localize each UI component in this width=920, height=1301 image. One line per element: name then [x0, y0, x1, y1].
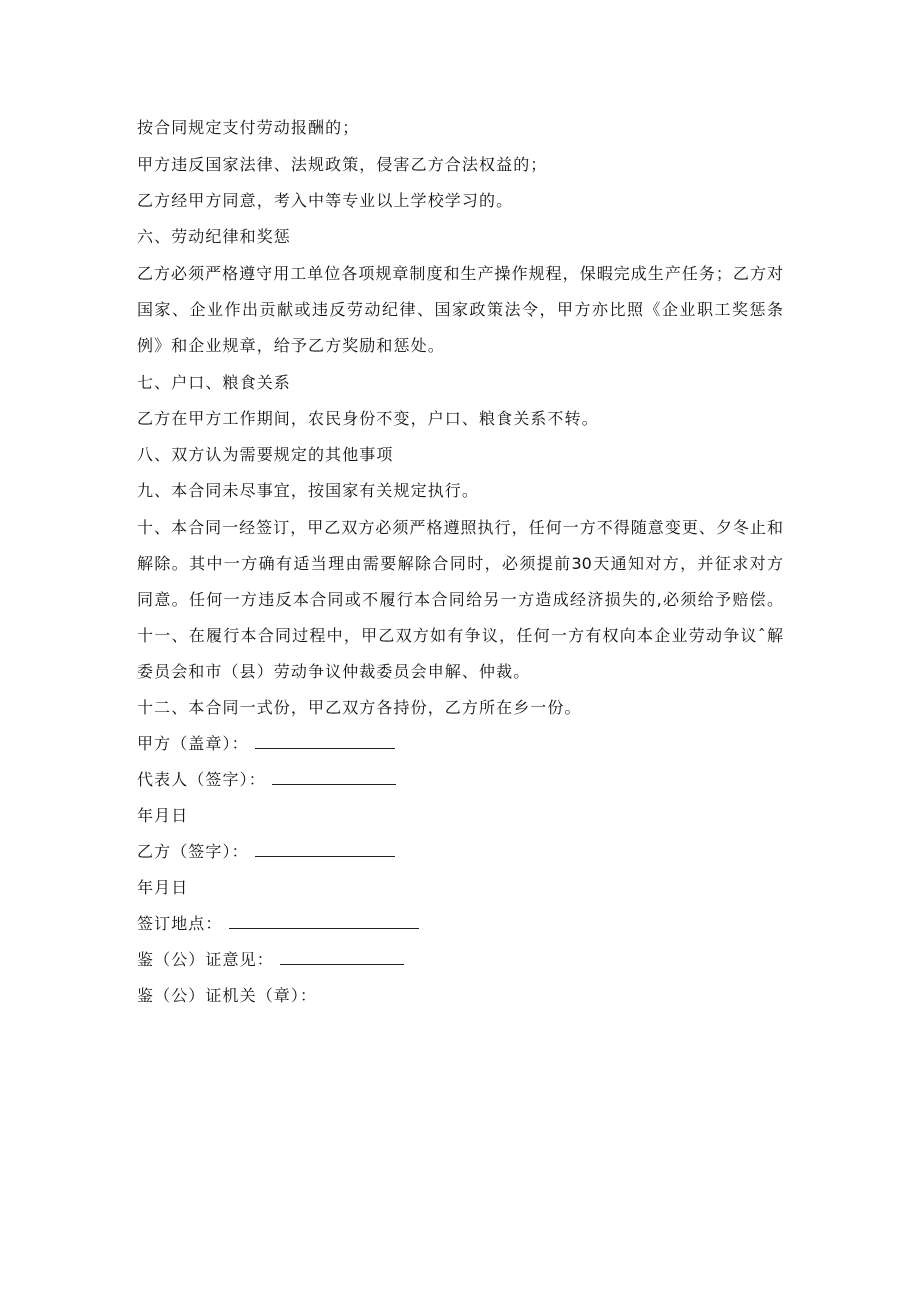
text-line-16: 委员会和市（县）劳动争议仲裁委员会申解、仲裁。 [137, 662, 531, 681]
party-a-label: 甲方（盖章）： [137, 734, 249, 753]
signing-place-label: 签订地点： [137, 914, 223, 933]
section-heading-6: 六、劳动纪律和奖惩 [137, 227, 291, 246]
text-line-5: 乙方必须严格遵守用工单位各项规章制度和生产操作规程，保暇完成生产任务；乙方对 [137, 264, 783, 283]
text-line-9: 乙方在甲方工作期间，农民身份不变，户口、粮食关系不转。 [137, 409, 599, 428]
text-line-15: 十一、在履行本合同过程中，甲乙双方如有争议，任何一方有权向本企业劳动争议ˆ解 [137, 626, 783, 645]
signing-place-row [137, 914, 419, 934]
party-b-signature-field[interactable] [255, 842, 395, 857]
party-a-signature-row [137, 734, 395, 754]
party-b-signature-row [137, 842, 395, 862]
notary-opinion-field[interactable] [280, 950, 404, 965]
section-heading-8: 八、双方认为需要规定的其他事项 [137, 445, 394, 464]
representative-label: 代表人（签字）： [137, 770, 266, 789]
text-line-13: 解除。其中一方确有适当理由需要解除合同时，必须提前30天通知对方，并征求对方 [137, 554, 783, 573]
text-line-3: 乙方经甲方同意，考入中等专业以上学校学习的。 [137, 191, 514, 210]
date-line-2: 年月日 [137, 878, 189, 897]
text-line-14: 同意。任何一方违反本合同或不履行本合同给另一方造成经济损失的,必须给予赔偿。 [137, 590, 783, 609]
date-line-1: 年月日 [137, 806, 189, 825]
section-heading-7: 七、户口、粮食关系 [137, 373, 291, 392]
text-line-6: 国家、企业作出贡献或违反劳动纪律、国家政策法令，甲方亦比照《企业职工奖惩条 [137, 300, 783, 319]
text-line-12: 十、本合同一经签订，甲乙双方必须严格遵照执行，任何一方不得随意变更、夕冬止和 [137, 518, 783, 537]
representative-signature-field[interactable] [272, 770, 396, 785]
text-line-7: 例》和企业规章，给予乙方奖励和惩处。 [137, 336, 445, 355]
party-a-seal-field[interactable] [255, 734, 395, 749]
representative-signature-row [137, 770, 396, 790]
party-b-label: 乙方（签字）： [137, 842, 249, 861]
text-line-2: 甲方违反国家法律、法规政策，侵害乙方合法权益的； [137, 155, 548, 174]
text-line-17: 十二、本合同一式份，甲乙双方各持份，乙方所在乡一份。 [137, 698, 582, 717]
signing-place-field[interactable] [229, 914, 419, 929]
section-heading-9: 九、本合同未尽事宜，按国家有关规定执行。 [137, 481, 480, 500]
text-line-1: 按合同规定支付劳动报酬的； [137, 118, 360, 137]
notary-opinion-row [137, 950, 404, 970]
notary-opinion-label: 鉴（公）证意见： [137, 950, 274, 969]
notary-office-label: 鉴（公）证机关（章）： [137, 986, 318, 1005]
